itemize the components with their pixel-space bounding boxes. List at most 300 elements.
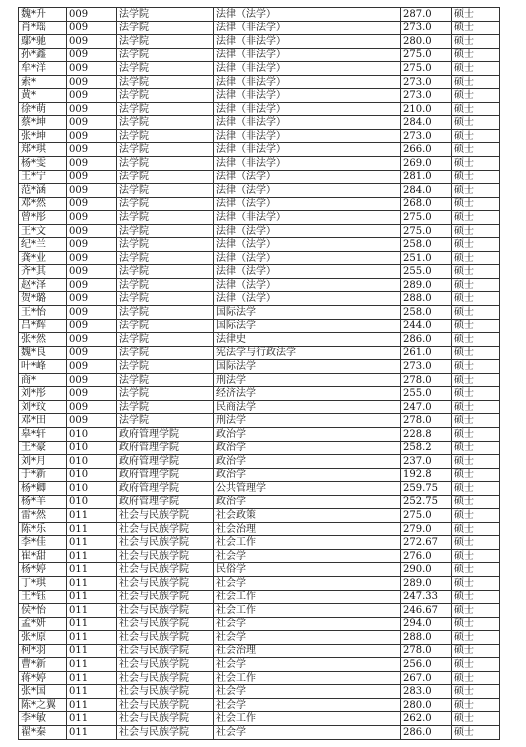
score-cell: 290.0 bbox=[401, 563, 452, 577]
school-code-cell: 009 bbox=[67, 62, 117, 76]
score-cell: 279.0 bbox=[401, 522, 452, 536]
student-name-cell: 杨*卿 bbox=[19, 482, 67, 496]
major-cell: 法律（非法学） bbox=[214, 116, 401, 130]
school-name-cell: 法学院 bbox=[117, 8, 214, 22]
table-row bbox=[19, 549, 500, 563]
school-code-cell: 011 bbox=[67, 658, 117, 672]
student-name-cell: 王*宁 bbox=[19, 170, 67, 184]
student-name-cell: 张*国 bbox=[19, 685, 67, 699]
school-code-cell: 011 bbox=[67, 549, 117, 563]
school-name-cell: 社会与民族学院 bbox=[117, 563, 214, 577]
degree-cell: 硕士 bbox=[452, 238, 500, 252]
student-name-cell: 王*怡 bbox=[19, 306, 67, 320]
score-cell: 210.0 bbox=[401, 102, 452, 116]
table-row bbox=[19, 278, 500, 292]
school-name-cell: 法学院 bbox=[117, 238, 214, 252]
school-name-cell: 法学院 bbox=[117, 400, 214, 414]
score-cell: 281.0 bbox=[401, 170, 452, 184]
school-code-cell: 009 bbox=[67, 346, 117, 360]
degree-cell: 硕士 bbox=[452, 21, 500, 35]
school-code-cell: 011 bbox=[67, 685, 117, 699]
table-row bbox=[19, 48, 500, 62]
school-name-cell: 法学院 bbox=[117, 129, 214, 143]
score-cell: 275.0 bbox=[401, 48, 452, 62]
student-name-cell: 于*新 bbox=[19, 468, 67, 482]
degree-cell: 硕士 bbox=[452, 441, 500, 455]
school-name-cell: 法学院 bbox=[117, 387, 214, 401]
table-row bbox=[19, 590, 500, 604]
major-cell: 法律（非法学） bbox=[214, 21, 401, 35]
school-code-cell: 011 bbox=[67, 712, 117, 726]
degree-cell: 硕士 bbox=[452, 522, 500, 536]
table-row bbox=[19, 671, 500, 685]
school-name-cell: 社会与民族学院 bbox=[117, 725, 214, 739]
score-cell: 288.0 bbox=[401, 292, 452, 306]
school-name-cell: 法学院 bbox=[117, 197, 214, 211]
student-name-cell: 魏*升 bbox=[19, 8, 67, 22]
table-row bbox=[19, 387, 500, 401]
school-code-cell: 009 bbox=[67, 116, 117, 130]
school-name-cell: 政府管理学院 bbox=[117, 468, 214, 482]
table-row bbox=[19, 211, 500, 225]
school-name-cell: 社会与民族学院 bbox=[117, 522, 214, 536]
school-code-cell: 009 bbox=[67, 400, 117, 414]
degree-cell: 硕士 bbox=[452, 604, 500, 618]
school-name-cell: 社会与民族学院 bbox=[117, 671, 214, 685]
table-row bbox=[19, 631, 500, 645]
school-name-cell: 法学院 bbox=[117, 157, 214, 171]
degree-cell: 硕士 bbox=[452, 278, 500, 292]
major-cell: 法律（法学） bbox=[214, 292, 401, 306]
degree-cell: 硕士 bbox=[452, 495, 500, 509]
major-cell: 社会政策 bbox=[214, 509, 401, 523]
school-name-cell: 社会与民族学院 bbox=[117, 590, 214, 604]
score-cell: 287.0 bbox=[401, 8, 452, 22]
major-cell: 社会学 bbox=[214, 698, 401, 712]
school-name-cell: 法学院 bbox=[117, 89, 214, 103]
score-cell: 288.0 bbox=[401, 631, 452, 645]
degree-cell: 硕士 bbox=[452, 590, 500, 604]
table-row bbox=[19, 306, 500, 320]
student-name-cell: 侯*怡 bbox=[19, 604, 67, 618]
score-cell: 294.0 bbox=[401, 617, 452, 631]
table-row bbox=[19, 373, 500, 387]
score-cell: 268.0 bbox=[401, 197, 452, 211]
score-cell: 262.0 bbox=[401, 712, 452, 726]
school-name-cell: 法学院 bbox=[117, 373, 214, 387]
degree-cell: 硕士 bbox=[452, 658, 500, 672]
school-code-cell: 009 bbox=[67, 387, 117, 401]
score-cell: 251.0 bbox=[401, 251, 452, 265]
school-code-cell: 011 bbox=[67, 509, 117, 523]
school-name-cell: 法学院 bbox=[117, 211, 214, 225]
table-row bbox=[19, 184, 500, 198]
major-cell: 民商法学 bbox=[214, 400, 401, 414]
student-name-cell: 雷*然 bbox=[19, 509, 67, 523]
major-cell: 国际法学 bbox=[214, 360, 401, 374]
table-row bbox=[19, 427, 500, 441]
school-code-cell: 010 bbox=[67, 441, 117, 455]
school-code-cell: 010 bbox=[67, 455, 117, 469]
score-cell: 237.0 bbox=[401, 455, 452, 469]
school-code-cell: 009 bbox=[67, 224, 117, 238]
table-row bbox=[19, 400, 500, 414]
major-cell: 政治学 bbox=[214, 468, 401, 482]
major-cell: 法律（非法学） bbox=[214, 89, 401, 103]
score-cell: 259.75 bbox=[401, 482, 452, 496]
student-name-cell: 刘*玟 bbox=[19, 400, 67, 414]
major-cell: 社会治理 bbox=[214, 644, 401, 658]
table-row bbox=[19, 265, 500, 279]
degree-cell: 硕士 bbox=[452, 251, 500, 265]
student-name-cell: 张*坤 bbox=[19, 129, 67, 143]
degree-cell: 硕士 bbox=[452, 671, 500, 685]
table-row bbox=[19, 536, 500, 550]
school-name-cell: 法学院 bbox=[117, 414, 214, 428]
school-code-cell: 009 bbox=[67, 265, 117, 279]
student-name-cell: 陈*乐 bbox=[19, 522, 67, 536]
table-row bbox=[19, 129, 500, 143]
school-code-cell: 011 bbox=[67, 536, 117, 550]
school-name-cell: 社会与民族学院 bbox=[117, 549, 214, 563]
table-row bbox=[19, 509, 500, 523]
score-cell: 289.0 bbox=[401, 576, 452, 590]
degree-cell: 硕士 bbox=[452, 102, 500, 116]
school-name-cell: 社会与民族学院 bbox=[117, 536, 214, 550]
degree-cell: 硕士 bbox=[452, 170, 500, 184]
major-cell: 法律（法学） bbox=[214, 251, 401, 265]
major-cell: 法律（非法学） bbox=[214, 143, 401, 157]
student-name-cell: 赵*泽 bbox=[19, 278, 67, 292]
school-name-cell: 法学院 bbox=[117, 75, 214, 89]
score-cell: 289.0 bbox=[401, 278, 452, 292]
school-name-cell: 法学院 bbox=[117, 319, 214, 333]
major-cell: 法律（法学） bbox=[214, 184, 401, 198]
score-cell: 272.67 bbox=[401, 536, 452, 550]
degree-cell: 硕士 bbox=[452, 400, 500, 414]
major-cell: 社会治理 bbox=[214, 522, 401, 536]
school-name-cell: 法学院 bbox=[117, 102, 214, 116]
degree-cell: 硕士 bbox=[452, 333, 500, 347]
table-row bbox=[19, 712, 500, 726]
degree-cell: 硕士 bbox=[452, 265, 500, 279]
score-cell: 275.0 bbox=[401, 211, 452, 225]
degree-cell: 硕士 bbox=[452, 549, 500, 563]
school-name-cell: 法学院 bbox=[117, 278, 214, 292]
score-cell: 283.0 bbox=[401, 685, 452, 699]
score-cell: 258.0 bbox=[401, 306, 452, 320]
student-name-cell: 杨*雯 bbox=[19, 157, 67, 171]
table-row bbox=[19, 644, 500, 658]
student-name-cell: 龚*业 bbox=[19, 251, 67, 265]
score-cell: 275.0 bbox=[401, 224, 452, 238]
degree-cell: 硕士 bbox=[452, 8, 500, 22]
major-cell: 法律（法学） bbox=[214, 265, 401, 279]
table-row bbox=[19, 482, 500, 496]
school-name-cell: 法学院 bbox=[117, 184, 214, 198]
major-cell: 法律（法学） bbox=[214, 278, 401, 292]
degree-cell: 硕士 bbox=[452, 563, 500, 577]
major-cell: 法律（非法学） bbox=[214, 48, 401, 62]
student-name-cell: 蒋*婷 bbox=[19, 671, 67, 685]
school-code-cell: 010 bbox=[67, 495, 117, 509]
table-row bbox=[19, 563, 500, 577]
score-cell: 284.0 bbox=[401, 116, 452, 130]
student-name-cell: 邓*然 bbox=[19, 197, 67, 211]
score-cell: 275.0 bbox=[401, 509, 452, 523]
school-code-cell: 009 bbox=[67, 48, 117, 62]
score-cell: 278.0 bbox=[401, 644, 452, 658]
score-cell: 269.0 bbox=[401, 157, 452, 171]
degree-cell: 硕士 bbox=[452, 346, 500, 360]
student-name-cell: 崔*甜 bbox=[19, 549, 67, 563]
table-row bbox=[19, 360, 500, 374]
school-name-cell: 政府管理学院 bbox=[117, 455, 214, 469]
student-name-cell: 王*文 bbox=[19, 224, 67, 238]
school-code-cell: 011 bbox=[67, 576, 117, 590]
school-name-cell: 政府管理学院 bbox=[117, 427, 214, 441]
major-cell: 社会学 bbox=[214, 576, 401, 590]
student-name-cell: 翟*秦 bbox=[19, 725, 67, 739]
student-name-cell: 徐*萌 bbox=[19, 102, 67, 116]
table-row bbox=[19, 8, 500, 22]
student-name-cell: 王*钰 bbox=[19, 590, 67, 604]
school-code-cell: 009 bbox=[67, 8, 117, 22]
school-name-cell: 法学院 bbox=[117, 35, 214, 49]
student-name-cell: 张*然 bbox=[19, 333, 67, 347]
major-cell: 刑法学 bbox=[214, 414, 401, 428]
major-cell: 社会工作 bbox=[214, 590, 401, 604]
school-code-cell: 009 bbox=[67, 21, 117, 35]
score-cell: 266.0 bbox=[401, 143, 452, 157]
degree-cell: 硕士 bbox=[452, 360, 500, 374]
student-name-cell: 郑*琪 bbox=[19, 143, 67, 157]
score-cell: 278.0 bbox=[401, 414, 452, 428]
student-name-cell: 邓*田 bbox=[19, 414, 67, 428]
student-name-cell: 吕*辉 bbox=[19, 319, 67, 333]
table-row bbox=[19, 143, 500, 157]
school-code-cell: 009 bbox=[67, 102, 117, 116]
degree-cell: 硕士 bbox=[452, 48, 500, 62]
degree-cell: 硕士 bbox=[452, 631, 500, 645]
table-row bbox=[19, 522, 500, 536]
degree-cell: 硕士 bbox=[452, 116, 500, 130]
score-cell: 252.75 bbox=[401, 495, 452, 509]
student-name-cell: 张*原 bbox=[19, 631, 67, 645]
school-code-cell: 011 bbox=[67, 644, 117, 658]
table-row bbox=[19, 35, 500, 49]
school-name-cell: 社会与民族学院 bbox=[117, 644, 214, 658]
table-row bbox=[19, 21, 500, 35]
student-name-cell: 刘*月 bbox=[19, 455, 67, 469]
student-name-cell: 黄* bbox=[19, 89, 67, 103]
table-row bbox=[19, 725, 500, 739]
school-name-cell: 社会与民族学院 bbox=[117, 576, 214, 590]
table-row bbox=[19, 617, 500, 631]
table-row bbox=[19, 685, 500, 699]
score-cell: 267.0 bbox=[401, 671, 452, 685]
school-code-cell: 009 bbox=[67, 197, 117, 211]
table-row bbox=[19, 197, 500, 211]
major-cell: 民俗学 bbox=[214, 563, 401, 577]
student-name-cell: 杨*羊 bbox=[19, 495, 67, 509]
table-row bbox=[19, 170, 500, 184]
major-cell: 政治学 bbox=[214, 427, 401, 441]
table-row bbox=[19, 604, 500, 618]
school-code-cell: 009 bbox=[67, 75, 117, 89]
degree-cell: 硕士 bbox=[452, 197, 500, 211]
student-name-cell: 鄢*驰 bbox=[19, 35, 67, 49]
student-name-cell: 柯*羽 bbox=[19, 644, 67, 658]
major-cell: 法律（非法学） bbox=[214, 62, 401, 76]
table-row bbox=[19, 333, 500, 347]
school-name-cell: 法学院 bbox=[117, 292, 214, 306]
score-cell: 246.67 bbox=[401, 604, 452, 618]
table-row bbox=[19, 346, 500, 360]
table-row bbox=[19, 224, 500, 238]
school-name-cell: 社会与民族学院 bbox=[117, 509, 214, 523]
school-name-cell: 法学院 bbox=[117, 116, 214, 130]
school-code-cell: 009 bbox=[67, 89, 117, 103]
table-row bbox=[19, 658, 500, 672]
score-cell: 280.0 bbox=[401, 35, 452, 49]
major-cell: 法律（法学） bbox=[214, 224, 401, 238]
school-code-cell: 010 bbox=[67, 468, 117, 482]
score-cell: 276.0 bbox=[401, 549, 452, 563]
major-cell: 社会学 bbox=[214, 617, 401, 631]
score-cell: 275.0 bbox=[401, 62, 452, 76]
school-name-cell: 法学院 bbox=[117, 170, 214, 184]
table-row bbox=[19, 62, 500, 76]
table-row bbox=[19, 495, 500, 509]
major-cell: 政治学 bbox=[214, 495, 401, 509]
score-cell: 273.0 bbox=[401, 21, 452, 35]
degree-cell: 硕士 bbox=[452, 319, 500, 333]
degree-cell: 硕士 bbox=[452, 35, 500, 49]
major-cell: 法律（法学） bbox=[214, 197, 401, 211]
degree-cell: 硕士 bbox=[452, 89, 500, 103]
student-name-cell: 孙*鑫 bbox=[19, 48, 67, 62]
degree-cell: 硕士 bbox=[452, 373, 500, 387]
school-name-cell: 法学院 bbox=[117, 143, 214, 157]
school-name-cell: 政府管理学院 bbox=[117, 495, 214, 509]
major-cell: 社会工作 bbox=[214, 671, 401, 685]
degree-cell: 硕士 bbox=[452, 129, 500, 143]
student-name-cell: 孟*妍 bbox=[19, 617, 67, 631]
school-name-cell: 法学院 bbox=[117, 360, 214, 374]
student-name-cell: 杨*婷 bbox=[19, 563, 67, 577]
degree-cell: 硕士 bbox=[452, 576, 500, 590]
major-cell: 社会学 bbox=[214, 631, 401, 645]
table-row bbox=[19, 116, 500, 130]
school-code-cell: 010 bbox=[67, 482, 117, 496]
degree-cell: 硕士 bbox=[452, 455, 500, 469]
major-cell: 法律（非法学） bbox=[214, 75, 401, 89]
score-cell: 273.0 bbox=[401, 75, 452, 89]
major-cell: 社会工作 bbox=[214, 604, 401, 618]
score-cell: 273.0 bbox=[401, 129, 452, 143]
degree-cell: 硕士 bbox=[452, 427, 500, 441]
school-code-cell: 011 bbox=[67, 671, 117, 685]
score-cell: 255.0 bbox=[401, 387, 452, 401]
school-code-cell: 009 bbox=[67, 251, 117, 265]
major-cell: 法律（非法学） bbox=[214, 157, 401, 171]
student-name-cell: 牟*洋 bbox=[19, 62, 67, 76]
student-name-cell: 肖*瑶 bbox=[19, 21, 67, 35]
school-name-cell: 政府管理学院 bbox=[117, 482, 214, 496]
student-name-cell: 丁*琪 bbox=[19, 576, 67, 590]
student-name-cell: 李*佳 bbox=[19, 536, 67, 550]
student-name-cell: 李*敏 bbox=[19, 712, 67, 726]
degree-cell: 硕士 bbox=[452, 712, 500, 726]
student-name-cell: 索* bbox=[19, 75, 67, 89]
major-cell: 法律（非法学） bbox=[214, 129, 401, 143]
score-cell: 286.0 bbox=[401, 333, 452, 347]
school-code-cell: 009 bbox=[67, 306, 117, 320]
table-row bbox=[19, 238, 500, 252]
school-code-cell: 011 bbox=[67, 617, 117, 631]
score-cell: 280.0 bbox=[401, 698, 452, 712]
degree-cell: 硕士 bbox=[452, 62, 500, 76]
school-name-cell: 法学院 bbox=[117, 306, 214, 320]
degree-cell: 硕士 bbox=[452, 306, 500, 320]
school-name-cell: 法学院 bbox=[117, 21, 214, 35]
degree-cell: 硕士 bbox=[452, 536, 500, 550]
student-name-cell: 陈*之翼 bbox=[19, 698, 67, 712]
major-cell: 社会工作 bbox=[214, 712, 401, 726]
student-name-cell: 贺*璐 bbox=[19, 292, 67, 306]
score-cell: 192.8 bbox=[401, 468, 452, 482]
score-cell: 273.0 bbox=[401, 89, 452, 103]
major-cell: 法律史 bbox=[214, 333, 401, 347]
school-name-cell: 社会与民族学院 bbox=[117, 604, 214, 618]
school-code-cell: 011 bbox=[67, 698, 117, 712]
student-name-cell: 王*豪 bbox=[19, 441, 67, 455]
school-code-cell: 009 bbox=[67, 143, 117, 157]
student-name-cell: 蔡*坤 bbox=[19, 116, 67, 130]
degree-cell: 硕士 bbox=[452, 468, 500, 482]
school-name-cell: 法学院 bbox=[117, 346, 214, 360]
major-cell: 国际法学 bbox=[214, 319, 401, 333]
degree-cell: 硕士 bbox=[452, 157, 500, 171]
score-cell: 258.2 bbox=[401, 441, 452, 455]
major-cell: 法律（非法学） bbox=[214, 35, 401, 49]
school-name-cell: 社会与民族学院 bbox=[117, 685, 214, 699]
student-name-cell: 商* bbox=[19, 373, 67, 387]
school-code-cell: 009 bbox=[67, 184, 117, 198]
student-name-cell: 曹*新 bbox=[19, 658, 67, 672]
table-row bbox=[19, 251, 500, 265]
student-name-cell: 叶*峰 bbox=[19, 360, 67, 374]
school-code-cell: 011 bbox=[67, 631, 117, 645]
school-code-cell: 009 bbox=[67, 211, 117, 225]
school-code-cell: 009 bbox=[67, 360, 117, 374]
school-code-cell: 011 bbox=[67, 590, 117, 604]
major-cell: 公共管理学 bbox=[214, 482, 401, 496]
school-name-cell: 社会与民族学院 bbox=[117, 617, 214, 631]
table-row bbox=[19, 102, 500, 116]
degree-cell: 硕士 bbox=[452, 224, 500, 238]
student-name-cell: 皋*轩 bbox=[19, 427, 67, 441]
score-cell: 258.0 bbox=[401, 238, 452, 252]
major-cell: 刑法学 bbox=[214, 373, 401, 387]
major-cell: 经济法学 bbox=[214, 387, 401, 401]
school-name-cell: 政府管理学院 bbox=[117, 441, 214, 455]
score-cell: 286.0 bbox=[401, 725, 452, 739]
school-name-cell: 社会与民族学院 bbox=[117, 658, 214, 672]
school-name-cell: 法学院 bbox=[117, 62, 214, 76]
table-row bbox=[19, 576, 500, 590]
